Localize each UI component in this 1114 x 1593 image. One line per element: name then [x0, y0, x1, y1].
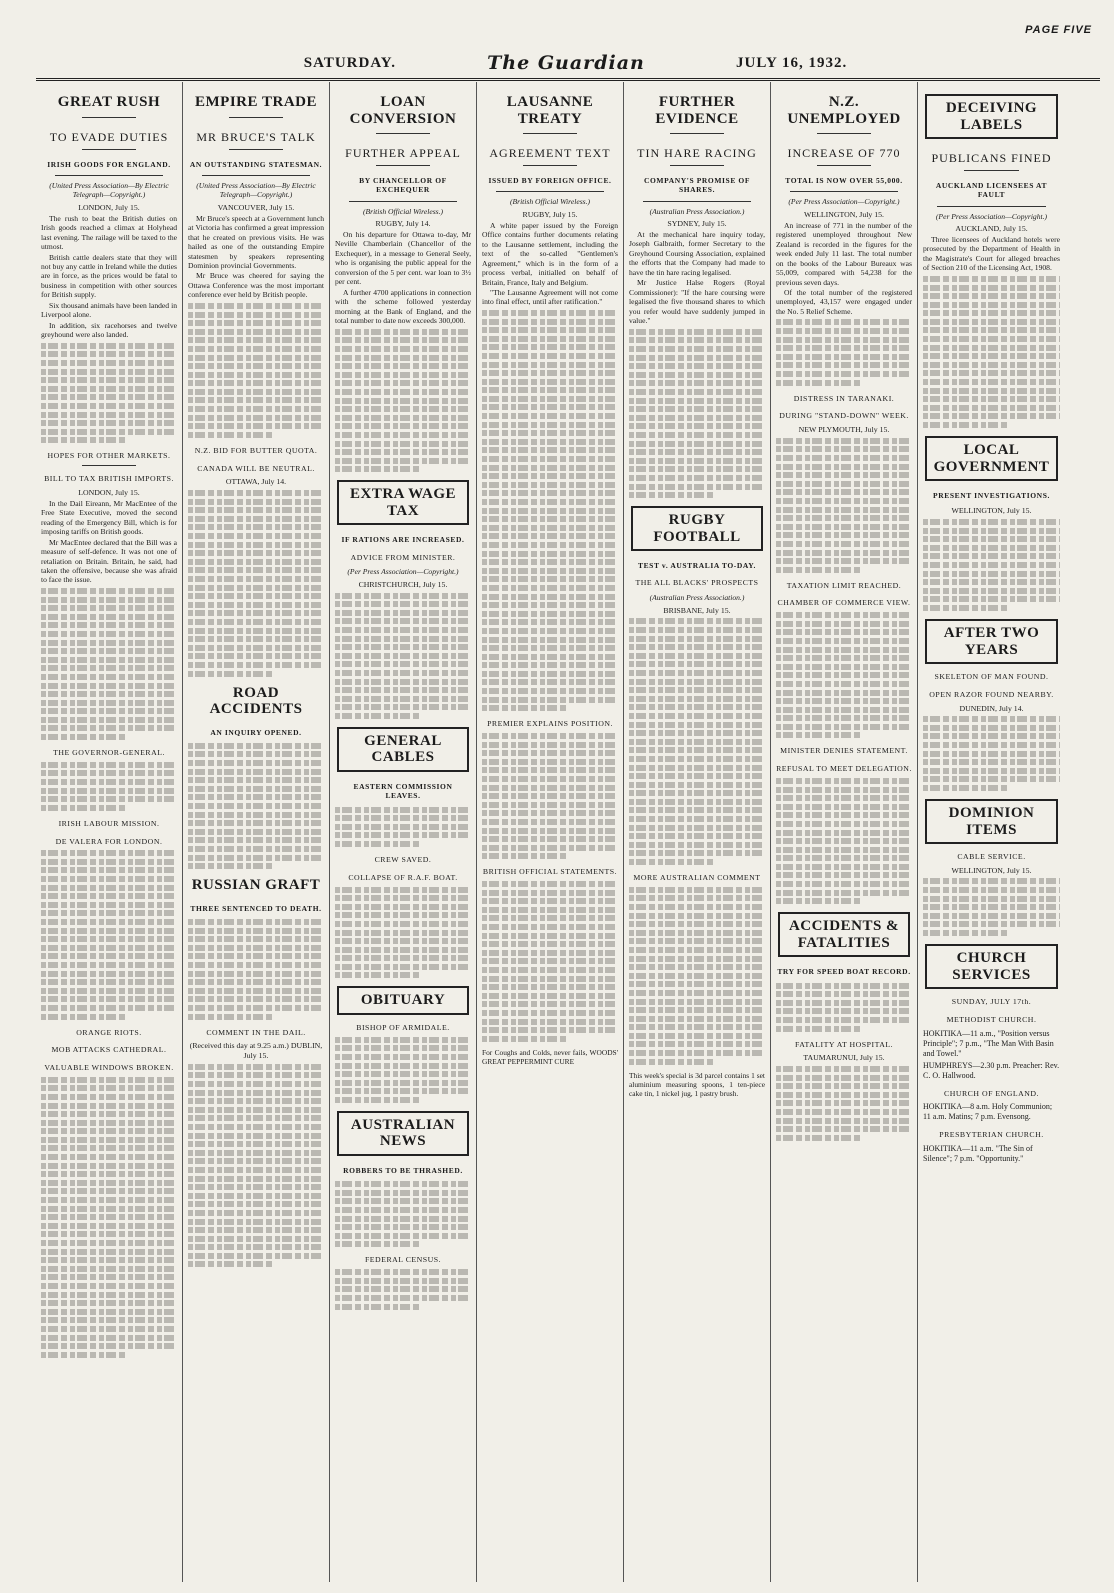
- subhead: BILL TO TAX BRITISH IMPORTS.: [44, 474, 174, 484]
- headline-extra-wage-tax: EXTRA WAGE TAX: [337, 480, 469, 525]
- newspaper-columns: [36, 82, 1098, 1582]
- subhead: FEDERAL CENSUS.: [364, 1255, 442, 1265]
- headline-lausanne-treaty: LAUSANNE TREATY: [506, 94, 594, 127]
- dateline: LONDON, July 15.: [78, 487, 140, 497]
- dateline: DUNEDIN, July 14.: [959, 703, 1024, 713]
- dateline: BRISBANE, July 15.: [663, 605, 731, 615]
- headline-church-services: CHURCH SERVICES: [925, 944, 1058, 989]
- subheadline: FURTHER APPEAL: [345, 146, 461, 160]
- subhead: VALUABLE WINDOWS BROKEN.: [44, 1062, 174, 1072]
- dateline: AUCKLAND, July 15.: [955, 224, 1028, 234]
- headline-deceiving-labels: DECEIVING LABELS: [925, 94, 1058, 139]
- subhead: DURING "STAND-DOWN" WEEK.: [779, 411, 909, 421]
- subhead: OPEN RAZOR FOUND NEARBY.: [929, 689, 1054, 699]
- deck: EASTERN COMMISSION LEAVES.: [353, 781, 453, 801]
- article-body: The rush to beat the British duties on Irish goods reached a climax at Holyhead last evening. The railage will be taxed to the utmost. British cattle dealers state that they will not buy any cattle in Ireland while the duties are in force, as the prices would be fatal to business in competition with other sources for British supply. Six thousand animals have been landed in Liverpool alone. In addition, six racehorses and twelve greyhound were also landed.: [41, 213, 177, 340]
- headline-obituary: OBITUARY: [337, 986, 469, 1015]
- column-3: LOAN CONVERSION FURTHER APPEAL BY CHANCELLOR OF EXCHEQUER (British Official Wireless.) RUGBY, July 14. On his departure for Ottawa to-day, Mr Neville Chamberlain (Chancellor of the Exchequer), in a message to General Seely, who is organising the public appeal for the conversion of the 5 per cent. war loan to 3½ per cent. A further 4700 applications in connection with the scheme followed yesterday morning at the Bank of England, and the total number to date now exceeds 300,000. EXTRA WAGE TAX IF RATIONS ARE INCREASED. ADVICE FROM MINISTER. (Per Press Association—Copyright.) CHRISTCHURCH, July 15. GENERAL CABLES EASTERN COMMISSION LEAVES. CREW SAVED. COLLAPSE OF R.A.F. BOAT. OBITUARY BISHOP OF ARMIDALE. AUSTRALIAN NEWS ROBBERS TO BE THRASHED. FEDERAL CENSUS.: [330, 82, 477, 1582]
- subhead: DISTRESS IN TARANAKI.: [793, 393, 895, 403]
- subhead: TAXATION LIMIT REACHED.: [786, 580, 902, 590]
- column-2: EMPIRE TRADE MR BRUCE'S TALK AN OUTSTANDING STATESMAN. (United Press Association—By Electric Telegraph—Copyright.) VANCOUVER, July 15. Mr Bruce's speech at a Government lunch at Victoria has confirmed a great impression that he created on previous visits. He was hailed as one of the outstanding Empire statesmen by speakers representing Dominion provincial Governments. Mr Bruce was cheered for saying the Ottawa Conference was the most important conference ever held by British people. N.Z. BID FOR BUTTER QUOTA. CANADA WILL BE NEUTRAL. OTTAWA, July 14. ROAD ACCIDENTS AN INQUIRY OPENED. RUSSIAN GRAFT THREE SENTENCED TO DEATH. COMMENT IN THE DAIL. (Received this day at 9.25 a.m.) DUBLIN, July 15.: [183, 82, 330, 1582]
- headline-further-evidence: FURTHER EVIDENCE: [655, 94, 739, 127]
- dateline: NEW PLYMOUTH, July 15.: [798, 425, 890, 435]
- headline-accidents-fatalities: ACCIDENTS & FATALITIES: [778, 912, 910, 957]
- column-5: FURTHER EVIDENCE TIN HARE RACING COMPANY'S PROMISE OF SHARES. (Australian Press Association.) SYDNEY, July 15. At the mechanical hare inquiry today, Joseph Galbraith, former Secretary to the Greyhound Coursing Association, explained the efforts that the Company had made to have the tin hare racing legalised. Mr Justice Halse Rogers (Royal Commissioner): "If the hare coursing were legalised the five thousand shares to which you refer would have suddenly jumped in value." RUGBY FOOTBALL TEST v. AUSTRALIA TO-DAY. THE ALL BLACKS' PROSPECTS (Australian Press Association.) BRISBANE, July 15. MORE AUSTRALIAN COMMENT This week's special is 3d parcel contains 1 set aluminium measuring spoons, 1 ten-piece cake tin, 1 nickel jug, 1 pastry brush.: [624, 82, 771, 1582]
- headline-nz-unemployed: N.Z. UNEMPLOYED: [787, 94, 901, 127]
- dateline: (Received this day at 9.25 a.m.) DUBLIN, July 15.: [189, 1041, 323, 1061]
- headline-road-accidents: ROAD ACCIDENTS: [209, 684, 303, 718]
- deck: AN OUTSTANDING STATESMAN.: [189, 159, 323, 169]
- deck: AUCKLAND LICENSEES AT FAULT: [935, 181, 1048, 200]
- subhead: COMMENT IN THE DAIL.: [206, 1027, 306, 1037]
- press-credit: (Per Press Association—Copyright.): [788, 197, 900, 207]
- dateline: WELLINGTON, July 15.: [804, 209, 884, 219]
- masthead: [36, 50, 1096, 76]
- deck: IRISH GOODS FOR ENGLAND.: [47, 159, 171, 169]
- subhead: PREMIER EXPLAINS POSITION.: [487, 719, 613, 729]
- dateline: TAUMARUNUI, July 15.: [803, 1053, 885, 1063]
- press-credit: (British Official Wireless.): [362, 206, 444, 216]
- deck: ROBBERS TO BE THRASHED.: [343, 1165, 463, 1175]
- subhead: SUNDAY, JULY 17th.: [951, 997, 1032, 1007]
- subhead: FATALITY AT HOSPITAL.: [794, 1039, 894, 1049]
- deck: IF RATIONS ARE INCREASED.: [341, 535, 465, 545]
- subhead: HOPES FOR OTHER MARKETS.: [47, 451, 171, 461]
- subhead: CHAMBER OF COMMERCE VIEW.: [777, 598, 911, 608]
- deck: TEST v. AUSTRALIA TO-DAY.: [637, 561, 757, 571]
- headline-australian-news: AUSTRALIAN NEWS: [337, 1111, 469, 1156]
- deck: THREE SENTENCED TO DEATH.: [190, 903, 322, 913]
- advertisement: This week's special is 3d parcel contains 1 set aluminium measuring spoons, 1 ten-piece cake tin, 1 nickel jug, 1 pastry brush.: [629, 1070, 765, 1099]
- subhead: MORE AUSTRALIAN COMMENT: [633, 873, 761, 883]
- masthead-day: SATURDAY.: [303, 54, 396, 71]
- headline-rugby-football: RUGBY FOOTBALL: [631, 506, 763, 551]
- dateline: WELLINGTON, July 15.: [951, 865, 1032, 875]
- subheadline: TO EVADE DUTIES: [49, 129, 169, 144]
- press-credit: (Per Press Association—Copyright.): [347, 567, 459, 577]
- subhead: BISHOP OF ARMIDALE.: [356, 1022, 450, 1032]
- deck: BY CHANCELLOR OF EXCHEQUER: [359, 176, 447, 195]
- deck: PRESENT INVESTIGATIONS.: [933, 491, 1050, 500]
- headline-empire-trade: EMPIRE TRADE: [195, 94, 317, 110]
- press-credit: (United Press Association—By Electric Telegraph—Copyright.): [196, 180, 316, 200]
- press-credit: (United Press Association—By Electric Telegraph—Copyright.): [49, 180, 169, 200]
- headline-after-two-years: AFTER TWO YEARS: [925, 619, 1058, 664]
- press-credit: (Australian Press Association.): [649, 593, 745, 603]
- dateline: SYDNEY, July 15.: [667, 219, 727, 229]
- headline-great-rush: GREAT RUSH: [57, 94, 161, 110]
- subhead: MOB ATTACKS CATHEDRAL.: [51, 1045, 167, 1055]
- service-listing: HOKITIKA—11 a.m., "Position versus Principle"; 7 p.m., "The Man With Basin and Towel.": [923, 1028, 1054, 1058]
- service-listing: HOKITIKA—8 a.m. Holy Communion; 11 a.m. Matins; 7 p.m. Evensong.: [923, 1102, 1053, 1122]
- deck: TOTAL IS NOW OVER 55,000.: [785, 176, 903, 185]
- dateline: WELLINGTON, July 15.: [951, 506, 1032, 516]
- subheadline: PUBLICANS FINED: [931, 151, 1052, 165]
- page-number: PAGE FIVE: [1025, 24, 1092, 36]
- masthead-rule: [36, 78, 1100, 81]
- subhead: CREW SAVED.: [374, 855, 432, 865]
- subhead: CABLE SERVICE.: [957, 852, 1026, 861]
- dateline: OTTAWA, July 14.: [225, 477, 287, 487]
- subhead: ORANGE RIOTS.: [76, 1027, 142, 1037]
- headline-general-cables: GENERAL CABLES: [337, 727, 469, 772]
- subhead: BRITISH OFFICIAL STATEMENTS.: [482, 867, 618, 877]
- deck: TRY FOR SPEED BOAT RECORD.: [777, 967, 911, 977]
- deck: AN INQUIRY OPENED.: [210, 727, 302, 737]
- headline-russian-graft: RUSSIAN GRAFT: [191, 877, 321, 894]
- dateline: CHRISTCHURCH, July 15.: [358, 579, 448, 589]
- dateline: LONDON, July 15.: [78, 202, 140, 212]
- column-4: LAUSANNE TREATY AGREEMENT TEXT ISSUED BY FOREIGN OFFICE. (British Official Wireless.) RUGBY, July 15. A white paper issued by the Foreign Office contains further documents relating to the Lausanne settlement, including the text of the so-called "Gentlemen's Agreement," which is in the form of a process verbal, initialled on behalf of Britain, France, Italy and Belgium. "The Lausanne Agreement will not come into final effect, until after ratification." PREMIER EXPLAINS POSITION. BRITISH OFFICIAL STATEMENTS. For Coughs and Colds, never fails, WOODS' GREAT PEPPERMINT CURE: [477, 82, 624, 1582]
- subhead: N.Z. BID FOR BUTTER QUOTA.: [194, 445, 318, 455]
- subheadline: AGREEMENT TEXT: [489, 146, 611, 160]
- subhead: METHODIST CHURCH.: [946, 1014, 1037, 1024]
- advertisement: For Coughs and Colds, never fails, WOODS' GREAT PEPPERMINT CURE: [482, 1047, 618, 1066]
- subhead: ADVICE FROM MINISTER.: [350, 552, 456, 562]
- masthead-title: The Guardian: [487, 52, 645, 74]
- subhead: THE GOVERNOR-GENERAL.: [53, 748, 165, 758]
- subhead: PRESBYTERIAN CHURCH.: [939, 1130, 1044, 1140]
- subhead: CHURCH OF ENGLAND.: [944, 1088, 1039, 1098]
- subhead: SKELETON OF MAN FOUND.: [934, 672, 1049, 682]
- subheadline: MR BRUCE'S TALK: [196, 129, 316, 144]
- press-credit: (British Official Wireless.): [509, 197, 591, 207]
- subhead: DE VALERA FOR LONDON.: [55, 836, 163, 846]
- dateline: RUGBY, July 15.: [522, 209, 578, 219]
- press-credit: (Per Press Association—Copyright.): [935, 211, 1048, 221]
- dateline: RUGBY, July 14.: [375, 219, 431, 229]
- subhead: IRISH LABOUR MISSION.: [58, 818, 160, 828]
- press-credit: (Australian Press Association.): [649, 206, 745, 216]
- subheadline: INCREASE OF 770: [787, 146, 901, 160]
- column-6: N.Z. UNEMPLOYED INCREASE OF 770 TOTAL IS NOW OVER 55,000. (Per Press Association—Copyright.) WELLINGTON, July 15. An increase of 771 in the number of the registered unemployed throughout New Zealand is recorded in the figures for the week ended July 11 last. The total number on the books of the Labour Bureaux was 55,009, compared with 54,238 for the previous seven days. Of the total number of the registered unemployed, 43,157 were engaged under the No. 5 Relief Scheme. DISTRESS IN TARANAKI. DURING "STAND-DOWN" WEEK. NEW PLYMOUTH, July 15. TAXATION LIMIT REACHED. CHAMBER OF COMMERCE VIEW. MINISTER DENIES STATEMENT. REFUSAL TO MEET DELEGATION. ACCIDENTS & FATALITIES TRY FOR SPEED BOAT RECORD. FATALITY AT HOSPITAL. TAUMARUNUI, July 15.: [771, 82, 918, 1582]
- masthead-date: JULY 16, 1932.: [736, 54, 848, 71]
- dateline: VANCOUVER, July 15.: [217, 202, 295, 212]
- service-listing: HOKITIKA—11 a.m. "The Sin of Silence"; 7 p.m. "Opportunity.": [923, 1143, 1033, 1163]
- subhead: THE ALL BLACKS' PROSPECTS: [635, 578, 759, 588]
- subhead: CANADA WILL BE NEUTRAL.: [197, 463, 315, 473]
- subhead: REFUSAL TO MEET DELEGATION.: [776, 764, 912, 774]
- headline-loan-conversion: LOAN CONVERSION: [349, 94, 457, 127]
- column-7: DECEIVING LABELS PUBLICANS FINED AUCKLAND LICENSEES AT FAULT (Per Press Association—Copyright.) AUCKLAND, July 15. Three licensees of Auckland hotels were prosecuted by the Department of Health in the Magistrate's Court for alleged breaches of Section 210 of the Licensing Act, 1908. LOCAL GOVERNMENT PRESENT INVESTIGATIONS. WELLINGTON, July 15. AFTER TWO YEARS SKELETON OF MAN FOUND. OPEN RAZOR FOUND NEARBY. DUNEDIN, July 14. DOMINION ITEMS CABLE SERVICE. WELLINGTON, July 15. CHURCH SERVICES SUNDAY, JULY 17th. METHODIST CHURCH. HOKITIKA—11 a.m., "Position versus Principle"; 7 p.m., "The Man With Basin and Towel." HUMPHREYS—2.30 p.m. Preacher: Rev. C. O. Hallwood. CHURCH OF ENGLAND. HOKITIKA—8 a.m. Holy Communion; 11 a.m. Matins; 7 p.m. Evensong. PRESBYTERIAN CHURCH. HOKITIKA—11 a.m. "The Sin of Silence"; 7 p.m. "Opportunity.": [918, 82, 1065, 1582]
- subhead: MINISTER DENIES STATEMENT.: [780, 746, 908, 756]
- subheadline: TIN HARE RACING: [637, 146, 757, 160]
- deck: COMPANY'S PROMISE OF SHARES.: [643, 176, 751, 195]
- headline-local-government: LOCAL GOVERNMENT: [925, 436, 1058, 481]
- service-listing: HUMPHREYS—2.30 p.m. Preacher: Rev. C. O. Hallwood.: [923, 1060, 1060, 1080]
- subhead: COLLAPSE OF R.A.F. BOAT.: [348, 872, 458, 882]
- deck: ISSUED BY FOREIGN OFFICE.: [488, 176, 612, 185]
- headline-dominion-items: DOMINION ITEMS: [925, 799, 1058, 844]
- column-1: GREAT RUSH TO EVADE DUTIES IRISH GOODS FOR ENGLAND. (United Press Association—By Electric Telegraph—Copyright.) LONDON, July 15. The rush to beat the British duties on Irish goods reached a climax at Holyhead last evening. The railage will be taxed to the utmost. British cattle dealers state that they will not buy any cattle in Ireland while the duties are in force, as the prices would be fatal to business in competition with other sources for British supply. Six thousand animals have been landed in Liverpool alone. In addition, six racehorses and twelve greyhound were also landed. HOPES FOR OTHER MARKETS. BILL TO TAX BRITISH IMPORTS. LONDON, July 15. In the Dail Eireann, Mr MacEntee of the Free State Executive, moved the second reading of the Emergency Bill, which is for imposing tariffs on British goods. Mr MacEntee declared that the Bill was a measure of self-defence. It was not one of retaliation on Britain. Britain, he said, had taken the offensive, because she was afraid to face the issue. THE GOVERNOR-GENERAL. IRISH LABOUR MISSION. DE VALERA FOR LONDON. ORANGE RIOTS. MOB ATTACKS CATHEDRAL. VALUABLE WINDOWS BROKEN.: [36, 82, 183, 1582]
